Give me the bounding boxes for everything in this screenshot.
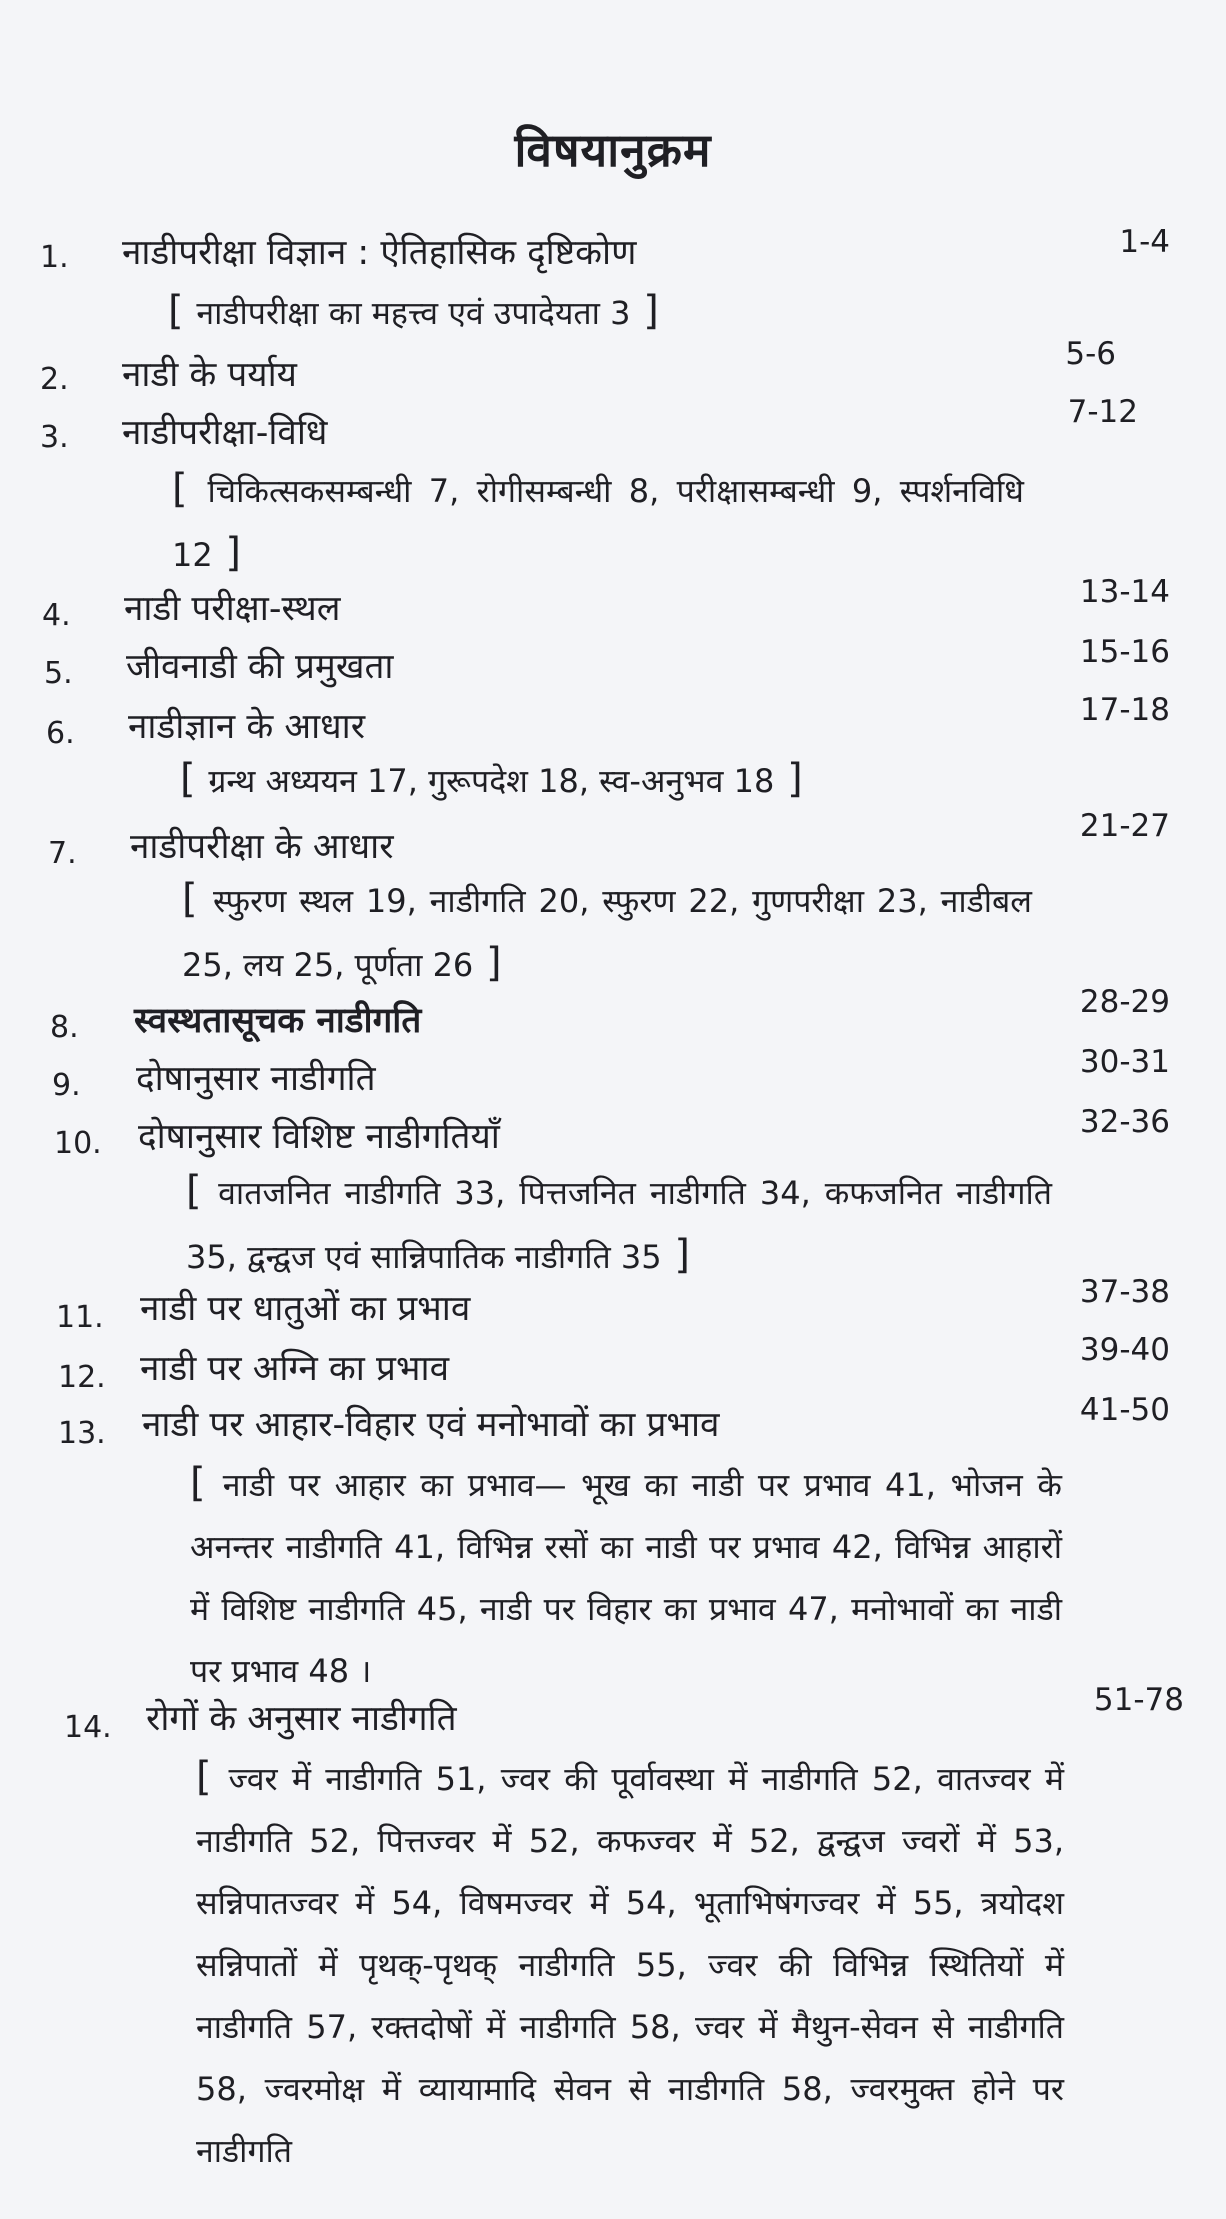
entry-subtopics-3: [ चिकित्सकसम्बन्धी 7, रोगीसम्बन्धी 8, परीक्षासम्बन्धी 9, स्पर्शनविधि 12 ] bbox=[172, 466, 1024, 576]
entry-heading: जीवनाडी की प्रमुखता bbox=[126, 647, 394, 687]
entry-number: 9. bbox=[52, 1068, 81, 1103]
subtopics-text: चिकित्सकसम्बन्धी 7, रोगीसम्बन्धी 8, परीक्षासम्बन्धी 9, स्पर्शनविधि 12 bbox=[172, 472, 1024, 574]
entry-pages: 13-14 bbox=[1079, 574, 1170, 610]
subtopics-text: वातजनित नाडीगति 33, पित्तजनित नाडीगति 34, कफजनित नाडीगति 35, द्वन्द्वज एवं सान्निपातिक नाडीगति 35 bbox=[186, 1174, 1052, 1276]
entry-pages: 21-27 bbox=[1079, 808, 1170, 844]
entry-pages: 41-50 bbox=[1079, 1392, 1170, 1428]
entry-number: 8. bbox=[50, 1010, 79, 1045]
entry-number: 12. bbox=[58, 1360, 106, 1395]
entry-pages: 7-12 bbox=[1067, 394, 1138, 430]
entry-number: 1. bbox=[40, 240, 69, 275]
subtopics-text: नाडी पर आहार का प्रभाव— भूख का नाडी पर प्रभाव 41, भोजन के अनन्तर नाडीगति 41, विभिन्न रसों का नाडी पर प्रभाव 42, विभिन्न आहारों में विशिष्ट नाडीगति 45, नाडी पर विहार का प्रभाव 47, मनोभावों का नाडी पर प्रभाव 48 । bbox=[190, 1466, 1062, 1690]
page-title: विषयानुक्रम bbox=[514, 123, 712, 177]
entry-subtopics-7: [ स्फुरण स्थल 19, नाडीगति 20, स्फुरण 22, गुणपरीक्षा 23, नाडीबल 25, लय 25, पूर्णता 26 ] bbox=[182, 876, 1032, 986]
entry-pages: 1-4 bbox=[1119, 224, 1170, 260]
subtopics-text: ज्वर में नाडीगति 51, ज्वर की पूर्वावस्था में नाडीगति 52, वातज्वर में नाडीगति 52, पित्तज्वर में 52, कफज्वर में 52, द्वन्द्वज ज्वरों में 53, सन्निपातज्वर में 54, विषमज्वर में 54, भूताभिषंगज्वर में 55, त्रयोदश सन्निपातों में पृथक्-पृथक् नाडीगति 55, ज्वर की विभिन्न स्थितियों में नाडीगति 57, रक्तदोषों में नाडीगति 58, ज्वर में मैथुन-सेवन से नाडीगति 58, ज्वरमोक्ष में व्यायामादि सेवन से नाडीगति 58, ज्वरमुक्त होने पर नाडीगति bbox=[196, 1760, 1064, 2170]
entry-subtopics-13: [ नाडी पर आहार का प्रभाव— भूख का नाडी पर प्रभाव 41, भोजन के अनन्तर नाडीगति 41, विभिन्न रसों का नाडी पर प्रभाव 42, विभिन्न आहारों में विशिष्ट नाडीगति 45, नाडी पर विहार का प्रभाव 47, मनोभावों का नाडी पर प्रभाव 48 । bbox=[190, 1460, 1062, 1690]
entry-pages: 28-29 bbox=[1079, 984, 1170, 1020]
entry-pages: 5-6 bbox=[1065, 336, 1116, 372]
entry-number: 4. bbox=[42, 598, 71, 633]
entry-pages: 15-16 bbox=[1079, 634, 1170, 670]
entry-heading: नाडी के पर्याय bbox=[122, 355, 297, 395]
entry-number: 5. bbox=[44, 656, 73, 691]
entry-subtopics-14: [ ज्वर में नाडीगति 51, ज्वर की पूर्वावस्था में नाडीगति 52, वातज्वर में नाडीगति 52, पित्तज्वर में 52, कफज्वर में 52, द्वन्द्वज ज्वरों में 53, सन्निपातज्वर में 54, विषमज्वर में 54, भूताभिषंगज्वर में 55, त्रयोदश सन्निपातों में पृथक्-पृथक् नाडीगति 55, ज्वर की विभिन्न स्थितियों में नाडीगति 57, रक्तदोषों में नाडीगति 58, ज्वर में मैथुन-सेवन से नाडीगति 58, ज्वरमोक्ष में व्यायामादि सेवन से नाडीगति 58, ज्वरमुक्त होने पर नाडीगति bbox=[196, 1754, 1064, 2170]
entry-heading: नाडीज्ञान के आधार bbox=[128, 707, 366, 747]
entry-number: 14. bbox=[64, 1710, 112, 1745]
entry-subtopics-1: [ नाडीपरीक्षा का महत्त्व एवं उपादेयता 3 ] bbox=[168, 288, 659, 334]
entry-pages: 37-38 bbox=[1079, 1274, 1170, 1310]
entry-number: 3. bbox=[40, 420, 69, 455]
entry-number: 13. bbox=[58, 1416, 106, 1451]
entry-subtopics-6: [ ग्रन्थ अध्ययन 17, गुरूपदेश 18, स्व-अनुभव 18 ] bbox=[180, 756, 803, 802]
subtopics-text: नाडीपरीक्षा का महत्त्व एवं उपादेयता 3 bbox=[196, 294, 631, 332]
entry-number: 7. bbox=[48, 836, 77, 871]
entry-pages: 32-36 bbox=[1079, 1104, 1170, 1140]
entry-number: 10. bbox=[54, 1126, 102, 1161]
entry-pages: 17-18 bbox=[1079, 692, 1170, 728]
entry-pages: 51-78 bbox=[1093, 1682, 1184, 1718]
entry-number: 6. bbox=[46, 716, 75, 751]
entry-heading: नाडीपरीक्षा के आधार bbox=[130, 827, 394, 867]
entry-number: 2. bbox=[40, 362, 69, 397]
entry-heading: नाडीपरीक्षा-विधि bbox=[122, 413, 328, 453]
entry-subtopics-10: [ वातजनित नाडीगति 33, पित्तजनित नाडीगति 34, कफजनित नाडीगति 35, द्वन्द्वज एवं सान्निपातिक नाडीगति 35 ] bbox=[186, 1168, 1052, 1278]
entry-heading: स्वस्थतासूचक नाडीगति bbox=[134, 1001, 422, 1041]
entry-pages: 39-40 bbox=[1079, 1332, 1170, 1368]
subtopics-text: ग्रन्थ अध्ययन 17, गुरूपदेश 18, स्व-अनुभव 18 bbox=[208, 762, 775, 800]
entry-heading: दोषानुसार नाडीगति bbox=[136, 1059, 376, 1099]
entry-heading: नाडीपरीक्षा विज्ञान : ऐतिहासिक दृष्टिकोण bbox=[122, 233, 637, 273]
entry-heading: दोषानुसार विशिष्ट नाडीगतियाँ bbox=[138, 1117, 500, 1157]
entry-heading: नाडी पर आहार-विहार एवं मनोभावों का प्रभाव bbox=[142, 1405, 720, 1445]
entry-heading: नाडी परीक्षा-स्थल bbox=[124, 589, 341, 629]
entry-number: 11. bbox=[56, 1300, 104, 1335]
entry-heading: नाडी पर धातुओं का प्रभाव bbox=[140, 1289, 471, 1329]
subtopics-text: स्फुरण स्थल 19, नाडीगति 20, स्फुरण 22, गुणपरीक्षा 23, नाडीबल 25, लय 25, पूर्णता 26 bbox=[182, 882, 1032, 984]
entry-heading: रोगों के अनुसार नाडीगति bbox=[146, 1699, 457, 1739]
entry-heading: नाडी पर अग्नि का प्रभाव bbox=[140, 1349, 450, 1389]
entry-pages: 30-31 bbox=[1079, 1044, 1170, 1080]
